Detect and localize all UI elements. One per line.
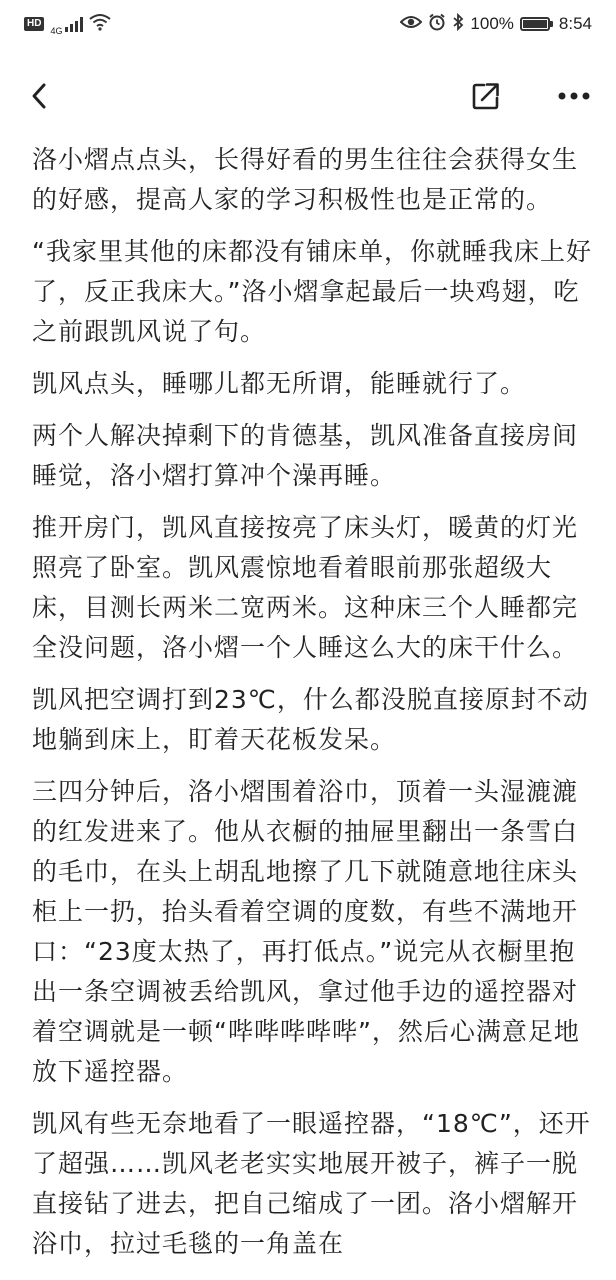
clock-time: 8:54 <box>558 14 592 33</box>
article-body <box>32 140 592 1276</box>
back-button[interactable] <box>20 76 60 116</box>
cellular-signal-icon <box>65 16 83 32</box>
chevron-left-icon <box>28 82 52 110</box>
battery-icon <box>520 17 553 31</box>
top-navigation-bar <box>0 62 616 132</box>
hd-badge: HD <box>24 17 44 31</box>
article-paragraph: 凯风有些无奈地看了一眼遥控器，“18℃”，还开了超强……凯风老老实实地展开被子，裤子一脱直接钻了进去，把自己缩成了一团。洛小熠解开浴巾，拉过毛毯的一角盖在 <box>32 1109 591 1258</box>
article-paragraph: 凯风把空调打到23℃，什么都没脱直接原封不动地躺到床上，盯着天花板发呆。 <box>32 685 589 754</box>
more-options-button[interactable] <box>554 76 594 116</box>
status-bar <box>0 0 616 48</box>
more-horizontal-icon <box>558 91 590 101</box>
alarm-icon <box>428 13 446 36</box>
article-paragraph: 两个人解决掉剩下的肯德基，凯风准备直接房间睡觉，洛小熠打算冲个澡再睡。 <box>32 421 579 490</box>
article-paragraph: 推开房门，凯风直接按亮了床头灯，暖黄的灯光照亮了卧室。凯风震惊地看着眼前那张超级大床，目测长两米二宽两米。这种床三个人睡都完全没问题，洛小熠一个人睡这么大的床干什么。 <box>32 513 579 662</box>
article-paragraph: “我家里其他的床都没有铺床单，你就睡我床上好了，反正我床大。”洛小熠拿起最后一块鸡翅，吃之前跟凯风说了句。 <box>32 237 592 346</box>
article-paragraph: 洛小熠点点头，长得好看的男生往往会获得女生的好感，提高人家的学习积极性也是正常的。 <box>32 145 579 214</box>
bluetooth-icon <box>452 13 464 36</box>
network-type-label: 4G <box>50 25 63 36</box>
external-share-icon <box>470 80 502 112</box>
eye-comfort-icon <box>400 14 422 35</box>
status-right <box>400 13 592 36</box>
share-button[interactable] <box>466 76 506 116</box>
article-paragraph: 三四分钟后，洛小熠围着浴巾，顶着一头湿漉漉的红发进来了。他从衣橱的抽屉里翻出一条雪白的毛巾，在头上胡乱地擦了几下就随意地往床头柜上一扔，抬头看着空调的度数，有些不满地开口：“23度太热了，再打低点。”说完从衣橱里抱出一条空调被丢给凯风，拿过他手边的遥控器对着空调就是一顿“哔哔哔哔哔”，然后心满意足地放下遥控器。 <box>32 777 580 1086</box>
battery-percent: 100% <box>470 14 514 33</box>
article-paragraph: 凯风点头，睡哪儿都无所谓，能睡就行了。 <box>32 369 527 398</box>
wifi-icon <box>89 13 111 36</box>
status-left <box>24 13 111 36</box>
